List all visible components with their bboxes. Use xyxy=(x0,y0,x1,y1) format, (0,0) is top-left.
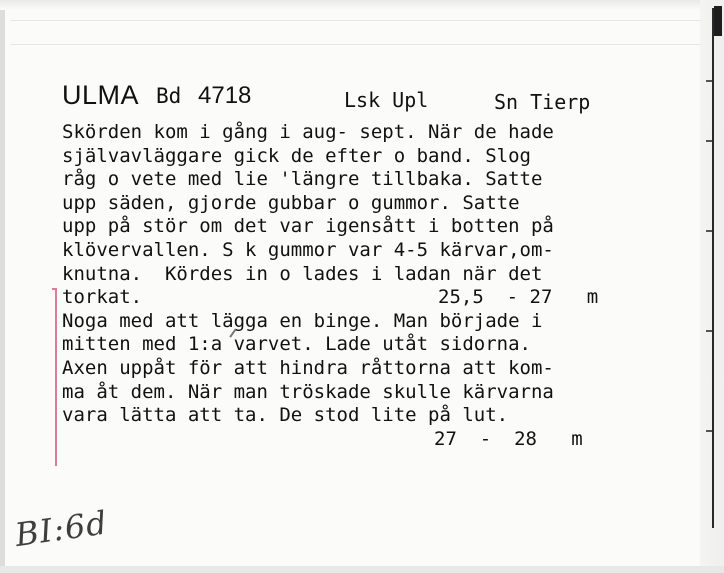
measurement-range: 25,5 - 27 m xyxy=(438,286,599,309)
volume-number: 4718 xyxy=(198,82,252,109)
border-tick xyxy=(706,80,712,82)
border-tick xyxy=(706,430,712,432)
margin-mark-cap xyxy=(52,288,57,290)
text-line: självavläggare gick de efter o band. Slog xyxy=(62,144,531,167)
measurement-range: 27 - 28 m xyxy=(434,427,583,450)
margin-mark xyxy=(55,288,57,466)
handwritten-classification: BI:6d xyxy=(12,503,110,554)
text-line: ma åt dem. När man tröskade skulle kärvarna xyxy=(62,380,554,403)
card-corner-mark xyxy=(714,6,722,36)
parish: Sn Tierp xyxy=(494,90,591,114)
bleed-through-line xyxy=(10,44,710,45)
text-line: Axen uppåt för att hindra råttorna att kom- xyxy=(62,356,554,379)
text-line xyxy=(62,428,702,452)
card-header xyxy=(62,80,682,114)
text-line: upp på stör om det var igensått i botten på xyxy=(62,215,554,238)
text-line: mitten med 1:a varvet. Lade utåt sidorna. xyxy=(62,333,531,356)
scan-left-edge xyxy=(0,0,5,573)
text-line: Noga med att lägga en binge. Man började i xyxy=(62,309,543,332)
border-tick xyxy=(706,330,712,332)
archive-name: ULMA xyxy=(62,80,140,110)
volume-label: Bd xyxy=(156,84,182,108)
text-line: Skörden kom i gång i aug- sept. När de hade xyxy=(62,121,554,143)
card-right-border xyxy=(712,8,714,528)
border-tick xyxy=(706,140,712,142)
text-line: upp säden, gjorde gubbar o gummor. Satte xyxy=(62,191,520,214)
text-line: knutna. Kördes in o lades i ladan när det xyxy=(62,262,543,285)
scan-bottom-edge xyxy=(0,566,724,573)
text-line: vara lätta att ta. De stod lite på lut. xyxy=(62,404,509,427)
card-body xyxy=(62,121,702,451)
scan-top-edge xyxy=(0,0,724,10)
text-line: klövervallen. S k gummor var 4-5 kärvar,om- xyxy=(62,238,554,261)
province: Lsk Upl xyxy=(344,88,429,112)
text-line: torkat. 25,5 - 27 m xyxy=(62,286,599,309)
border-tick xyxy=(706,230,712,232)
text-line: råg o vete med lie 'längre tillbaka. Satte xyxy=(62,168,543,191)
bleed-through-line xyxy=(10,20,710,21)
